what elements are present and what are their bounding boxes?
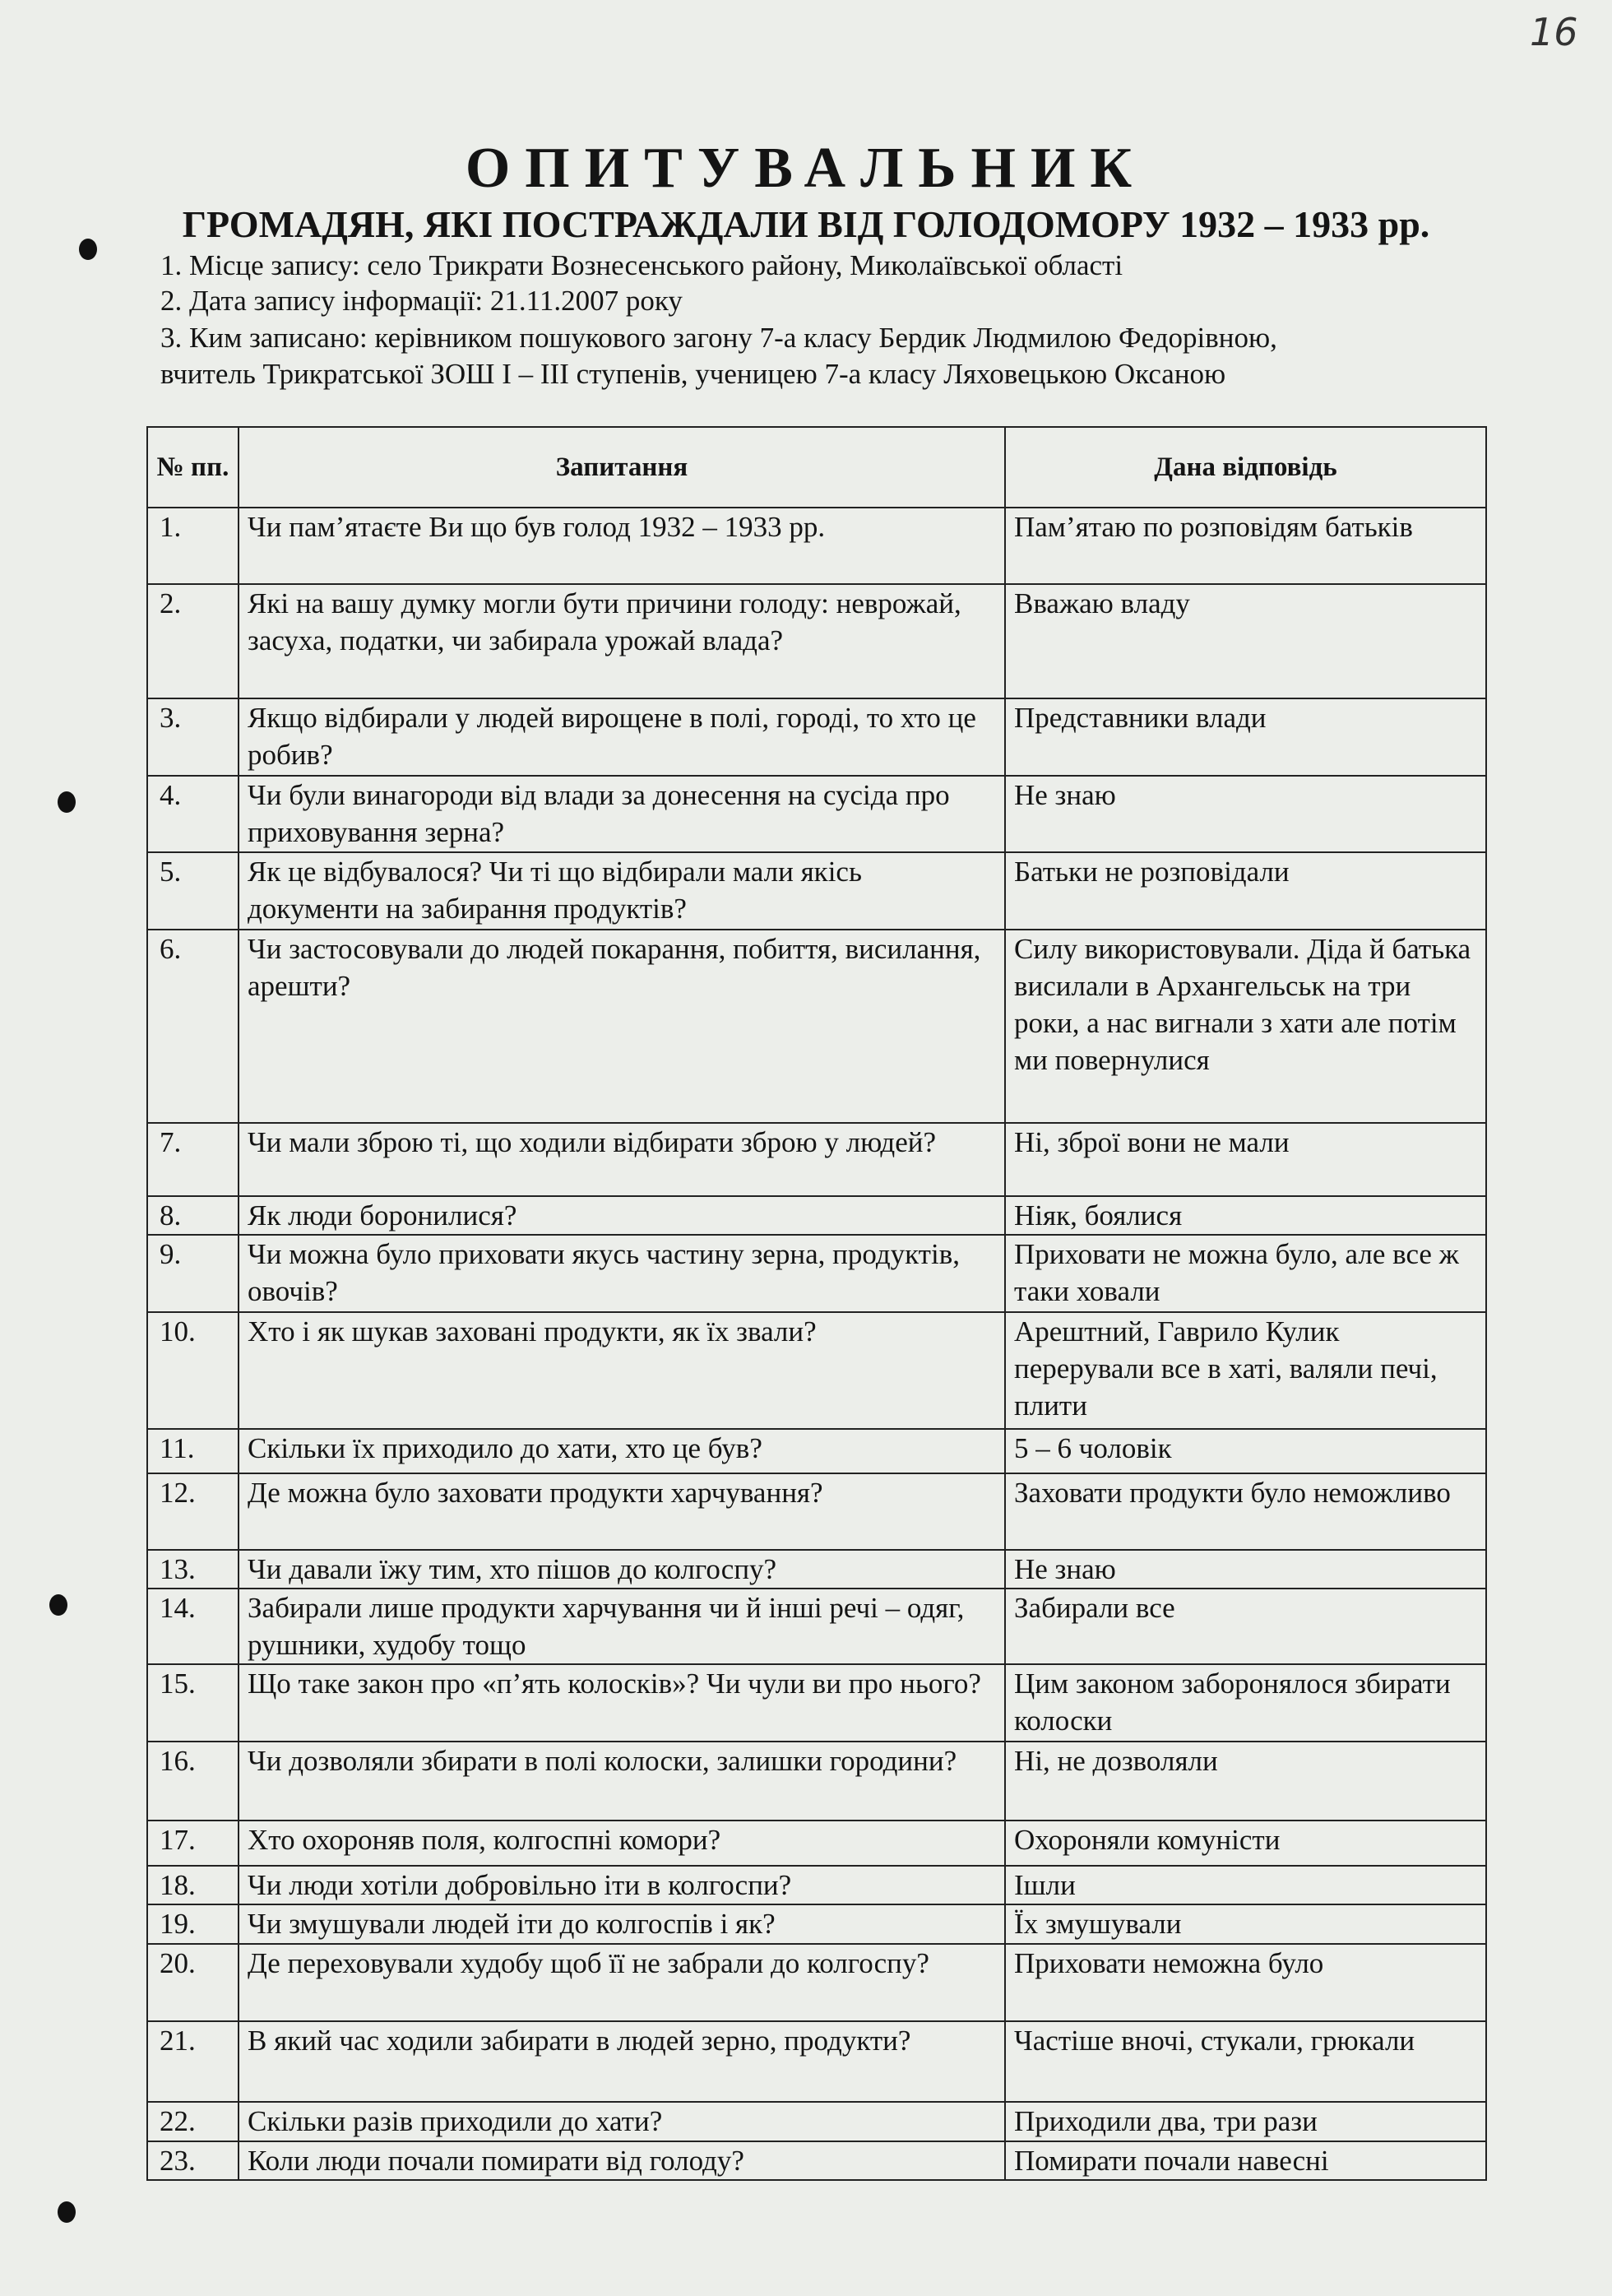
row-answer: Не знаю [1005, 1550, 1486, 1589]
row-question: Чи люди хотіли добровільно іти в колгоспи? [239, 1866, 1005, 1904]
table-row [147, 1550, 1486, 1589]
row-answer: Приховати неможна було [1005, 1944, 1486, 2021]
info-date: 2. Дата запису інформації: 21.11.2007 року [160, 285, 683, 317]
table-row [147, 584, 1486, 698]
row-question: Чи застосовували до людей покарання, побиття, висилання, арешти? [239, 930, 1005, 1123]
row-answer: Силу використовували. Діда й батька висилали в Архангельськ на три роки, а нас вигнали з хати але потім ми повернулися [1005, 930, 1486, 1123]
row-question: Чи давали їжу тим, хто пішов до колгоспу? [239, 1550, 1005, 1589]
row-number: 15. [147, 1664, 239, 1742]
row-number: 5. [147, 852, 239, 930]
row-answer: Забирали все [1005, 1589, 1486, 1664]
table-row [147, 698, 1486, 776]
row-number: 20. [147, 1944, 239, 2021]
row-number: 21. [147, 2021, 239, 2102]
row-question: Хто і як шукав заховані продукти, як їх звали? [239, 1312, 1005, 1429]
row-number: 3. [147, 698, 239, 776]
row-question: В який час ходили забирати в людей зерно, продукти? [239, 2021, 1005, 2102]
row-question: Забирали лише продукти харчування чи й інші речі – одяг, рушники, худобу тощо [239, 1589, 1005, 1664]
row-number: 16. [147, 1742, 239, 1821]
table-row [147, 1821, 1486, 1866]
table-row [147, 2141, 1486, 2180]
row-question: Хто охороняв поля, колгоспні комори? [239, 1821, 1005, 1866]
table-row [147, 1123, 1486, 1196]
row-number: 7. [147, 1123, 239, 1196]
row-number: 14. [147, 1589, 239, 1664]
header-number: № пп. [147, 427, 239, 508]
table-row [147, 1589, 1486, 1664]
row-question: Чи можна було приховати якусь частину зерна, продуктів, овочів? [239, 1235, 1005, 1312]
table-row [147, 2021, 1486, 2102]
row-question: Де переховували худобу щоб її не забрали до колгоспу? [239, 1944, 1005, 2021]
row-answer: Ні, зброї вони не мали [1005, 1123, 1486, 1196]
row-answer: Пам’ятаю по розповідям батьків [1005, 508, 1486, 584]
table-row [147, 930, 1486, 1123]
row-question: Скільки їх приходило до хати, хто це був? [239, 1429, 1005, 1473]
row-number: 2. [147, 584, 239, 698]
row-number: 23. [147, 2141, 239, 2180]
row-question: Якщо відбирали у людей вирощене в полі, городі, то хто це робив? [239, 698, 1005, 776]
table-row [147, 1742, 1486, 1821]
row-answer: Батьки не розповідали [1005, 852, 1486, 930]
row-number: 6. [147, 930, 239, 1123]
info-recorded-by: 3. Ким записано: керівником пошукового загону 7-а класу Бердик Людмилою Федорівною, [160, 322, 1277, 354]
row-answer: Приховати не можна було, але все ж таки ховали [1005, 1235, 1486, 1312]
table-row [147, 1904, 1486, 1944]
row-answer: Помирати почали навесні [1005, 2141, 1486, 2180]
questionnaire-table [146, 426, 1487, 2181]
row-number: 17. [147, 1821, 239, 1866]
row-question: Скільки разів приходили до хати? [239, 2102, 1005, 2141]
row-answer: Ішли [1005, 1866, 1486, 1904]
table-row [147, 508, 1486, 584]
row-answer: Вважаю владу [1005, 584, 1486, 698]
row-question: Де можна було заховати продукти харчування? [239, 1473, 1005, 1550]
row-question: Як люди боронилися? [239, 1196, 1005, 1235]
table-row [147, 852, 1486, 930]
row-question: Що таке закон про «п’ять колосків»? Чи чули ви про нього? [239, 1664, 1005, 1742]
row-question: Чи пам’ятаєте Ви що був голод 1932 – 1933 рр. [239, 508, 1005, 584]
header-question: Запитання [239, 427, 1005, 508]
info-recorded-by-cont: вчитель Трикратської ЗОШ І – ІІІ ступенів, ученицею 7-а класу Ляховецькою Оксаною [160, 358, 1226, 390]
info-place: 1. Місце запису: село Трикрати Вознесенського району, Миколаївської області [160, 249, 1123, 281]
row-number: 22. [147, 2102, 239, 2141]
document-subtitle: ГРОМАДЯН, ЯКІ ПОСТРАЖДАЛИ ВІД ГОЛОДОМОРУ 1932 – 1933 рр. [182, 203, 1430, 245]
row-answer: Їх змушували [1005, 1904, 1486, 1944]
document-title: ОПИТУВАЛЬНИК [465, 137, 1147, 200]
row-question: Які на вашу думку могли бути причини голоду: неврожай, засуха, податки, чи забирала урожай влада? [239, 584, 1005, 698]
row-answer: Не знаю [1005, 776, 1486, 852]
row-answer: Заховати продукти було неможливо [1005, 1473, 1486, 1550]
row-answer: Частіше вночі, стукали, грюкали [1005, 2021, 1486, 2102]
row-answer: Ні, не дозволяли [1005, 1742, 1486, 1821]
row-answer: Арештний, Гаврило Кулик перерували все в хаті, валяли печі, плити [1005, 1312, 1486, 1429]
punch-hole [49, 1594, 67, 1616]
table-row [147, 776, 1486, 852]
row-answer: Охороняли комуністи [1005, 1821, 1486, 1866]
row-number: 19. [147, 1904, 239, 1944]
table-row [147, 1866, 1486, 1904]
row-answer: 5 – 6 чоловік [1005, 1429, 1486, 1473]
row-number: 9. [147, 1235, 239, 1312]
row-question: Коли люди почали помирати від голоду? [239, 2141, 1005, 2180]
row-question: Чи змушували людей іти до колгоспів і як? [239, 1904, 1005, 1944]
row-number: 4. [147, 776, 239, 852]
table-row [147, 1196, 1486, 1235]
page-number: 16 [1530, 10, 1578, 54]
punch-hole [58, 2201, 76, 2223]
row-number: 8. [147, 1196, 239, 1235]
row-answer: Цим законом заборонялося збирати колоски [1005, 1664, 1486, 1742]
table-row [147, 1664, 1486, 1742]
row-number: 13. [147, 1550, 239, 1589]
punch-hole [58, 791, 76, 813]
table-row [147, 1429, 1486, 1473]
row-answer: Ніяк, боялися [1005, 1196, 1486, 1235]
row-question: Чи мали зброю ті, що ходили відбирати зброю у людей? [239, 1123, 1005, 1196]
row-question: Чи були винагороди від влади за донесення на сусіда про приховування зерна? [239, 776, 1005, 852]
table-row [147, 2102, 1486, 2141]
row-number: 18. [147, 1866, 239, 1904]
row-answer: Приходили два, три рази [1005, 2102, 1486, 2141]
table-row [147, 1944, 1486, 2021]
row-answer: Представники влади [1005, 698, 1486, 776]
table-row [147, 1312, 1486, 1429]
header-answer: Дана відповідь [1005, 427, 1486, 508]
row-question: Як це відбувалося? Чи ті що відбирали мали якісь документи на забирання продуктів? [239, 852, 1005, 930]
row-question: Чи дозволяли збирати в полі колоски, залишки городини? [239, 1742, 1005, 1821]
row-number: 12. [147, 1473, 239, 1550]
row-number: 1. [147, 508, 239, 584]
table-row [147, 1235, 1486, 1312]
table-row [147, 1473, 1486, 1550]
row-number: 11. [147, 1429, 239, 1473]
row-number: 10. [147, 1312, 239, 1429]
